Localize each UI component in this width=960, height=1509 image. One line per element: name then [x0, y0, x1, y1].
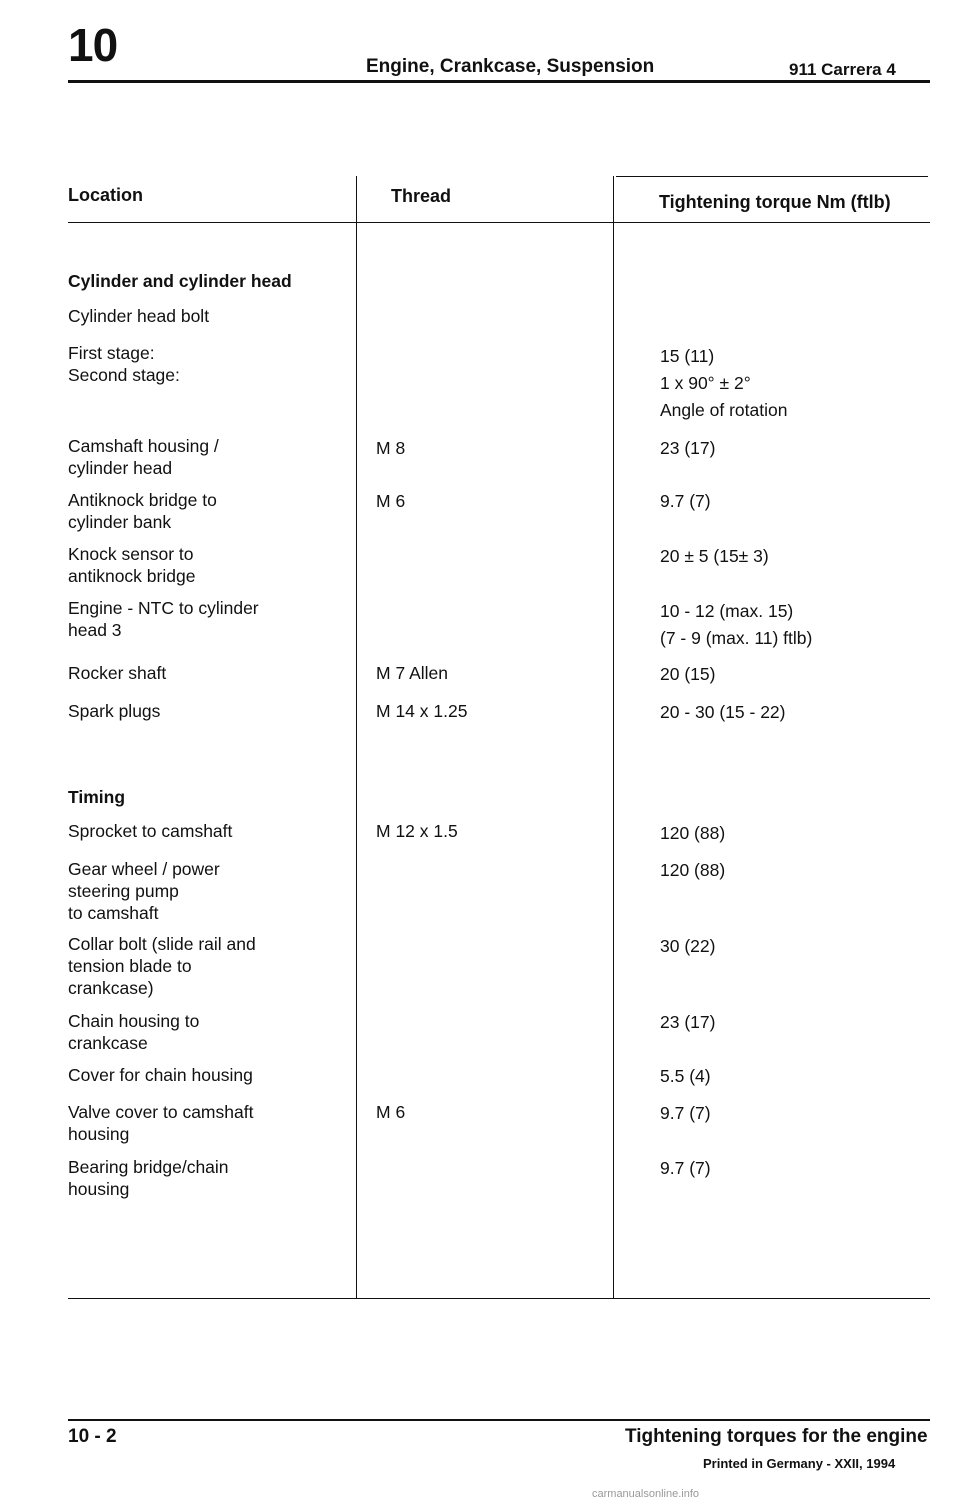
torque-cell: 120 (88) [660, 860, 726, 880]
footer-section-title: Tightening torques for the engine [625, 1426, 928, 1447]
column-header-torque: Tightening torque Nm (ftlb) [659, 192, 891, 212]
section-title: Timing [68, 787, 126, 807]
torque-cell: 23 (17) [660, 1012, 716, 1032]
header-rule [68, 80, 930, 83]
chapter-number: 10 [68, 19, 118, 71]
location-cell: Engine - NTC to cylinder head 3 [68, 598, 259, 640]
table-divider-2 [613, 176, 614, 1298]
location-cell: First stage: Second stage: [68, 343, 180, 385]
location-cell: Cylinder head bolt [68, 306, 210, 326]
footer-rule [68, 1419, 930, 1421]
torque-cell: 120 (88) [660, 823, 726, 843]
watermark: carmanualsonline.info [592, 1488, 700, 1500]
location-cell: Sprocket to camshaft [68, 821, 233, 841]
location-cell: Chain housing to crankcase [68, 1011, 200, 1053]
page-number: 10 - 2 [68, 1426, 117, 1447]
thread-cell: M 14 x 1.25 [376, 701, 468, 721]
thread-cell: M 7 Allen [376, 663, 448, 683]
location-cell: Bearing bridge/chain housing [68, 1157, 229, 1199]
torque-cell: 23 (17) [660, 438, 716, 458]
torque-cell: 5.5 (4) [660, 1066, 711, 1086]
torque-cell: 9.7 (7) [660, 1158, 711, 1178]
location-cell: Gear wheel / power steering pump to camshaft [68, 859, 220, 923]
vehicle-model: 911 Carrera 4 [789, 60, 896, 79]
location-cell: Camshaft housing / cylinder head [68, 436, 219, 478]
table-header-rule [68, 222, 930, 223]
print-info: Printed in Germany - XXII, 1994 [703, 1456, 896, 1471]
column-header-thread: Thread [391, 186, 452, 206]
location-cell: Knock sensor to antiknock bridge [68, 544, 196, 586]
thread-cell: M 8 [376, 438, 406, 458]
torque-cell: 20 ± 5 (15± 3) [660, 546, 769, 566]
location-cell: Spark plugs [68, 701, 161, 721]
thread-cell: M 12 x 1.5 [376, 821, 458, 841]
torque-cell: 9.7 (7) [660, 491, 711, 511]
torque-cell: 30 (22) [660, 936, 716, 956]
location-cell: Valve cover to camshaft housing [68, 1102, 254, 1144]
torque-cell: 10 - 12 (max. 15) (7 - 9 (max. 11) ftlb) [660, 601, 813, 648]
thread-cell: M 6 [376, 1102, 406, 1122]
location-cell: Collar bolt (slide rail and tension blade to crankcase) [68, 934, 256, 998]
location-cell: Antiknock bridge to cylinder bank [68, 490, 217, 532]
torque-cell: 9.7 (7) [660, 1103, 711, 1123]
section-title: Cylinder and cylinder head [68, 271, 292, 291]
location-cell: Rocker shaft [68, 663, 167, 683]
page-header-title: Engine, Crankcase, Suspension [366, 56, 655, 77]
table-top-rule [616, 176, 928, 177]
table-divider-1 [356, 176, 357, 1298]
torque-cell: 20 - 30 (15 - 22) [660, 702, 786, 722]
thread-cell: M 6 [376, 491, 406, 511]
torque-cell: 15 (11) 1 x 90° ± 2° Angle of rotation [660, 346, 788, 420]
torque-cell: 20 (15) [660, 664, 716, 684]
location-cell: Cover for chain housing [68, 1065, 253, 1085]
table-bottom-rule [68, 1298, 930, 1299]
column-header-location: Location [68, 185, 143, 205]
